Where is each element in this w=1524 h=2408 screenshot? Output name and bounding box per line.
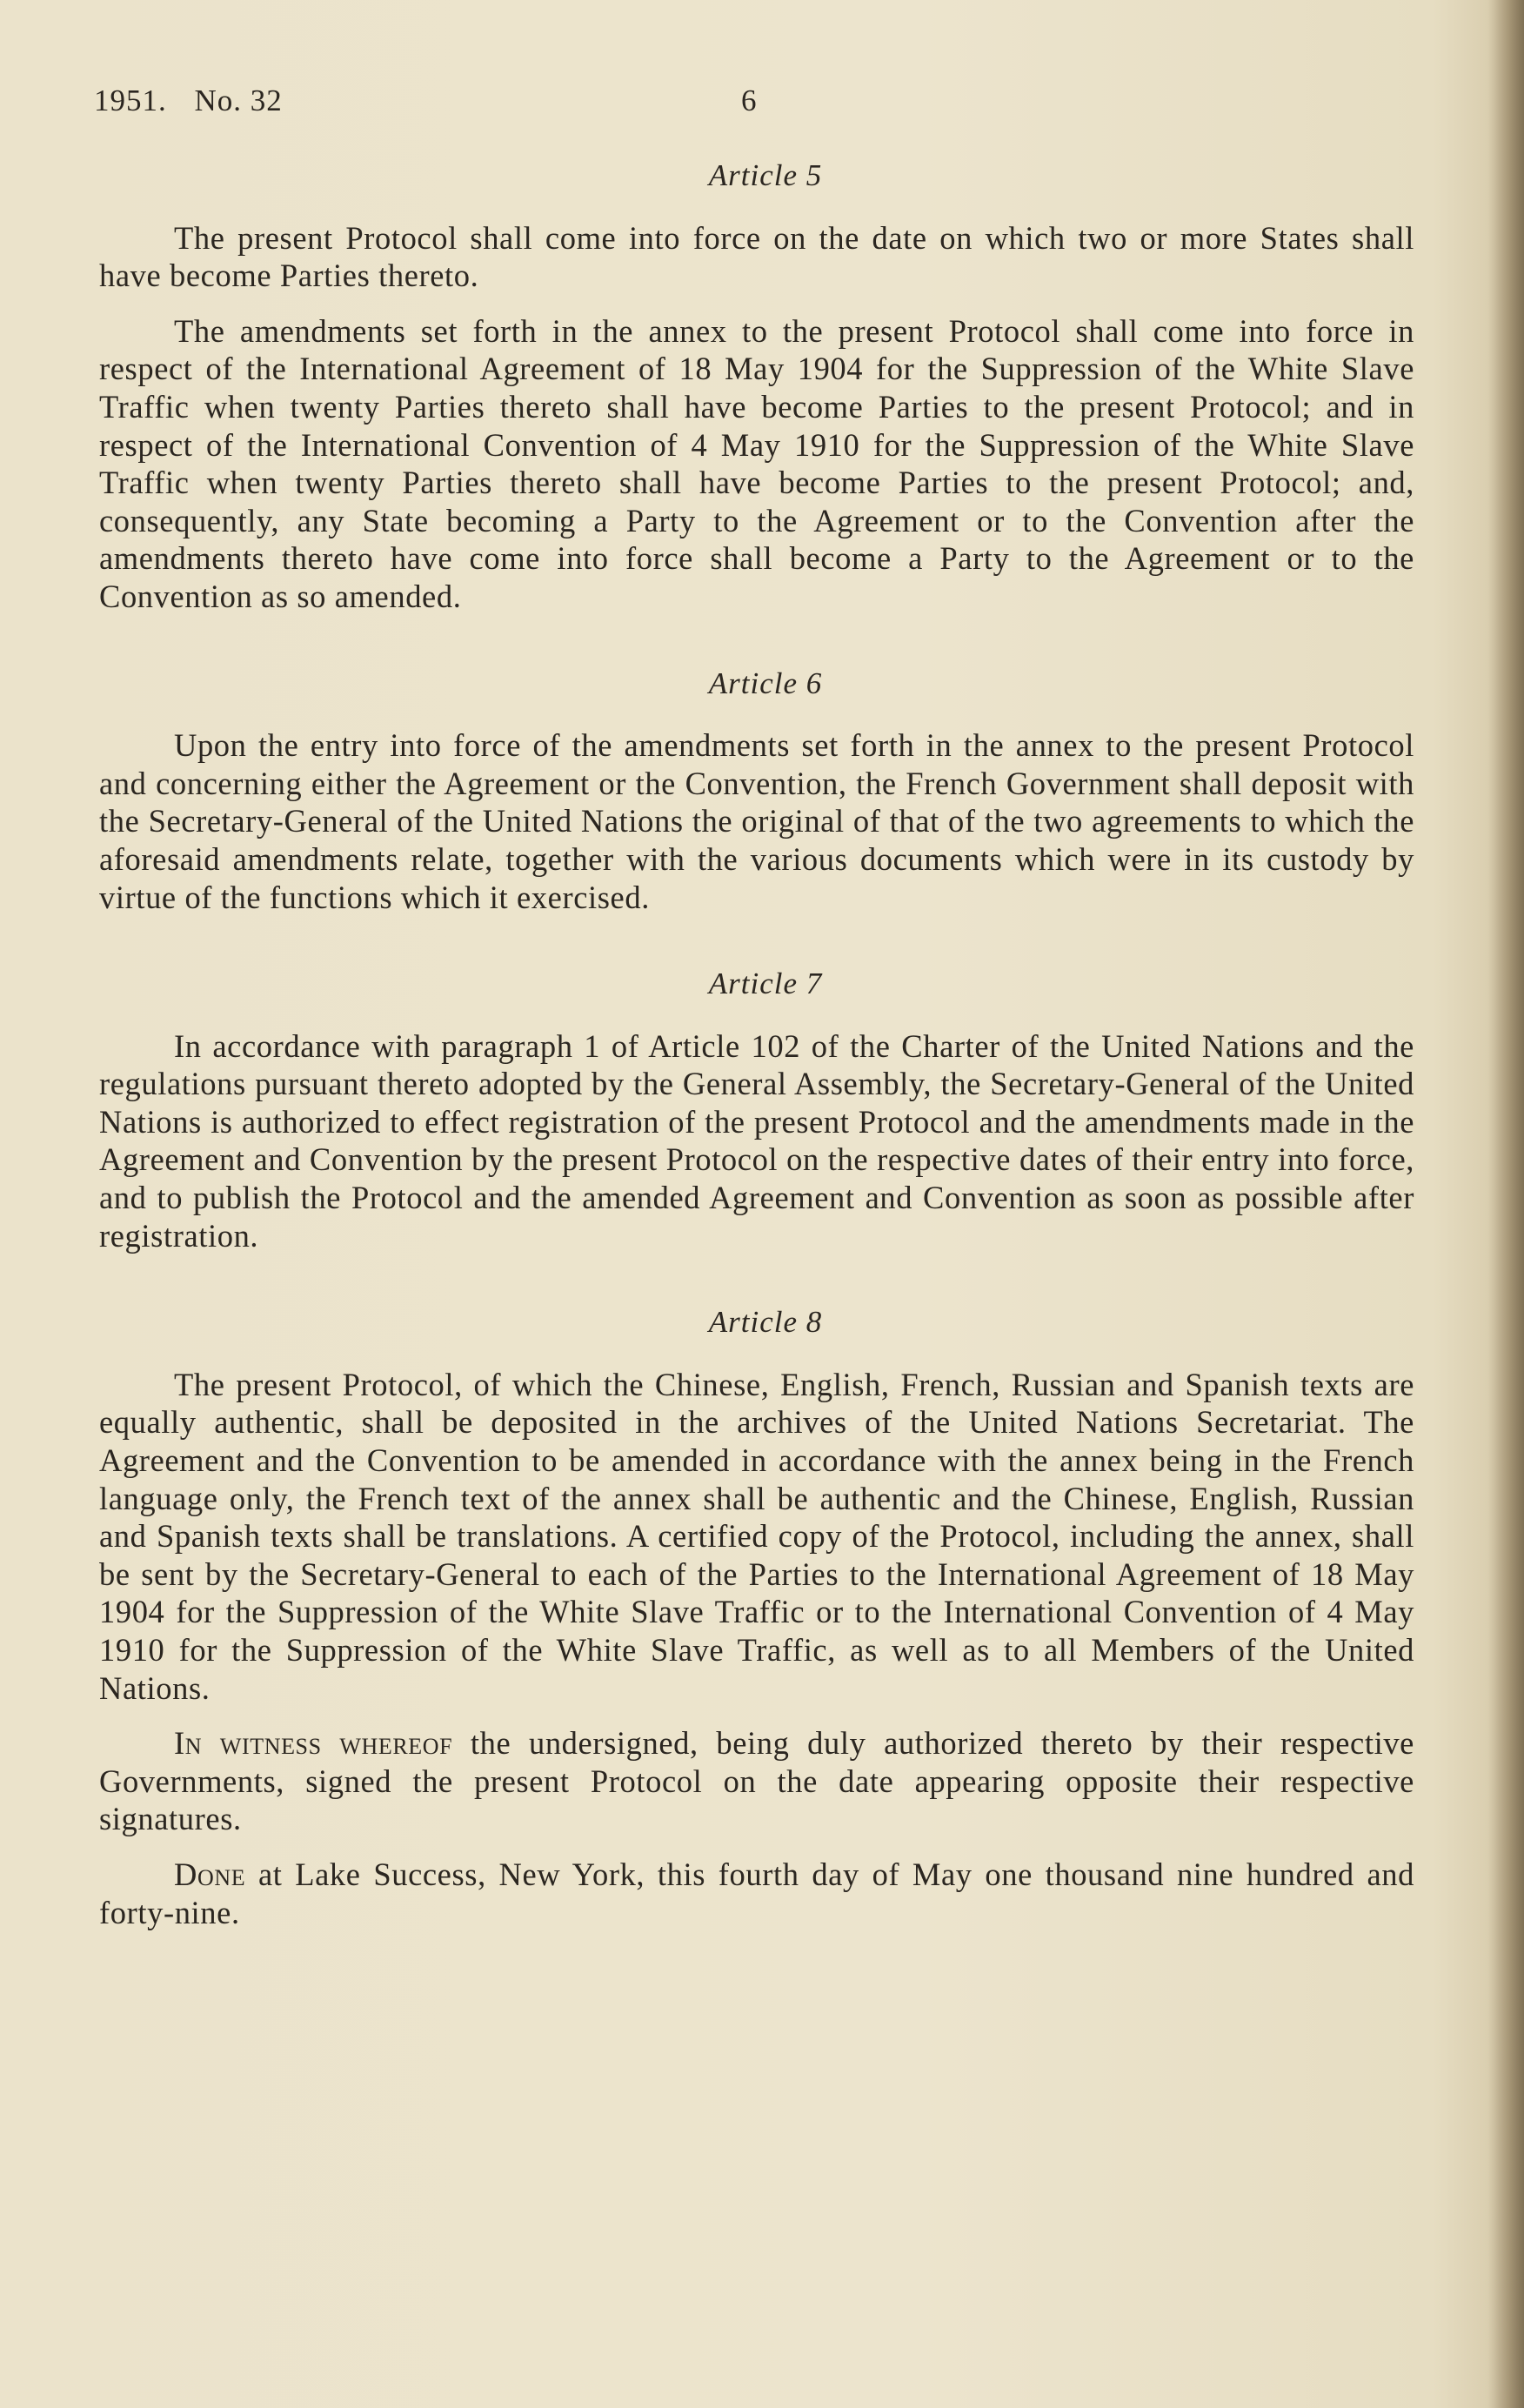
paragraph: In accordance with paragraph 1 of Article 102 of the Charter of the United Nations and the regulations pursuant thereto adopted by the General Assembly, the Secretary-General of the United Nations is authorized to effect registration of the present Protocol and the amendments made in the Agreement and Convention by the present Protocol on the respective dates of their entry into force, and to publish the Protocol and the amended Agreement and Convention as soon as possible after registration. xyxy=(99,1027,1414,1254)
document-body xyxy=(99,157,1414,1949)
done-text: at Lake Success, New York, this fourth day of May one thousand nine hundred and forty-nine. xyxy=(99,1856,1414,1930)
page-header xyxy=(94,84,1416,132)
done-lead: Done xyxy=(174,1856,246,1892)
witness-lead: In witness whereof xyxy=(174,1725,453,1762)
article-5 xyxy=(99,157,1414,616)
page-number: 6 xyxy=(741,84,758,117)
page-binding-shadow xyxy=(1487,0,1524,2408)
article-heading: Article 7 xyxy=(708,967,823,1001)
article-heading: Article 6 xyxy=(708,666,823,700)
paragraph: The present Protocol shall come into force on the date on which two or more States shall have become Parties thereto. xyxy=(99,219,1414,294)
paragraph: Upon the entry into force of the amendments set forth in the annex to the present Protocol and concerning either the Agreement or the Convention, the French Government shall deposit with the Secretary-General of the United Nations the original of that of the two agreements to which the aforesaid amendments relate, together with the various documents which were in its custody by virtue of the functions which it exercised. xyxy=(99,727,1414,915)
witness-text: the undersigned, being duly authorized thereto by their respective Governments, signed the present Protocol on the date appearing opposite their respective signatures. xyxy=(99,1725,1414,1837)
article-6 xyxy=(99,665,1414,917)
header-left xyxy=(94,84,283,118)
paragraph: The amendments set forth in the annex to the present Protocol shall come into force in respect of the International Agreement of 18 May 1904 for the Suppression of the White Slave Traffic when twenty Parties thereto shall have become Parties to the present Protocol; and in respect of the International Convention of 4 May 1910 for the Suppression of the White Slave Traffic when twenty Parties thereto shall have become Parties to the present Protocol; and, consequently, any State becoming a Party to the Agreement or to the Convention after the amendments thereto have come into force shall become a Party to the Agreement or to the Convention as so amended. xyxy=(99,312,1414,614)
article-8 xyxy=(99,1303,1414,1707)
done-clause xyxy=(99,1856,1414,1931)
article-heading: Article 8 xyxy=(708,1305,823,1340)
header-year: 1951. xyxy=(94,84,167,117)
witness-clause xyxy=(99,1724,1414,1838)
article-heading: Article 5 xyxy=(708,158,823,192)
article-7 xyxy=(99,965,1414,1254)
header-number: No. 32 xyxy=(194,84,283,117)
paragraph: The present Protocol, of which the Chinese, English, French, Russian and Spanish texts are equally authentic, shall be deposited in the archives of the United Nations Secretariat. The Agreement and the Convention to be amended in accordance with the annex being in the French language only, the French text of the annex shall be authentic and the Chinese, English, Russian and Spanish texts shall be translations. A certified copy of the Protocol, including the annex, shall be sent by the Secretary-General to each of the Parties to the International Agreement of 18 May 1904 for the Suppression of the White Slave Traffic or to the International Convention of 4 May 1910 for the Suppression of the White Slave Traffic, as well as to all Members of the United Nations. xyxy=(99,1366,1414,1706)
closing-clauses xyxy=(99,1724,1414,1931)
